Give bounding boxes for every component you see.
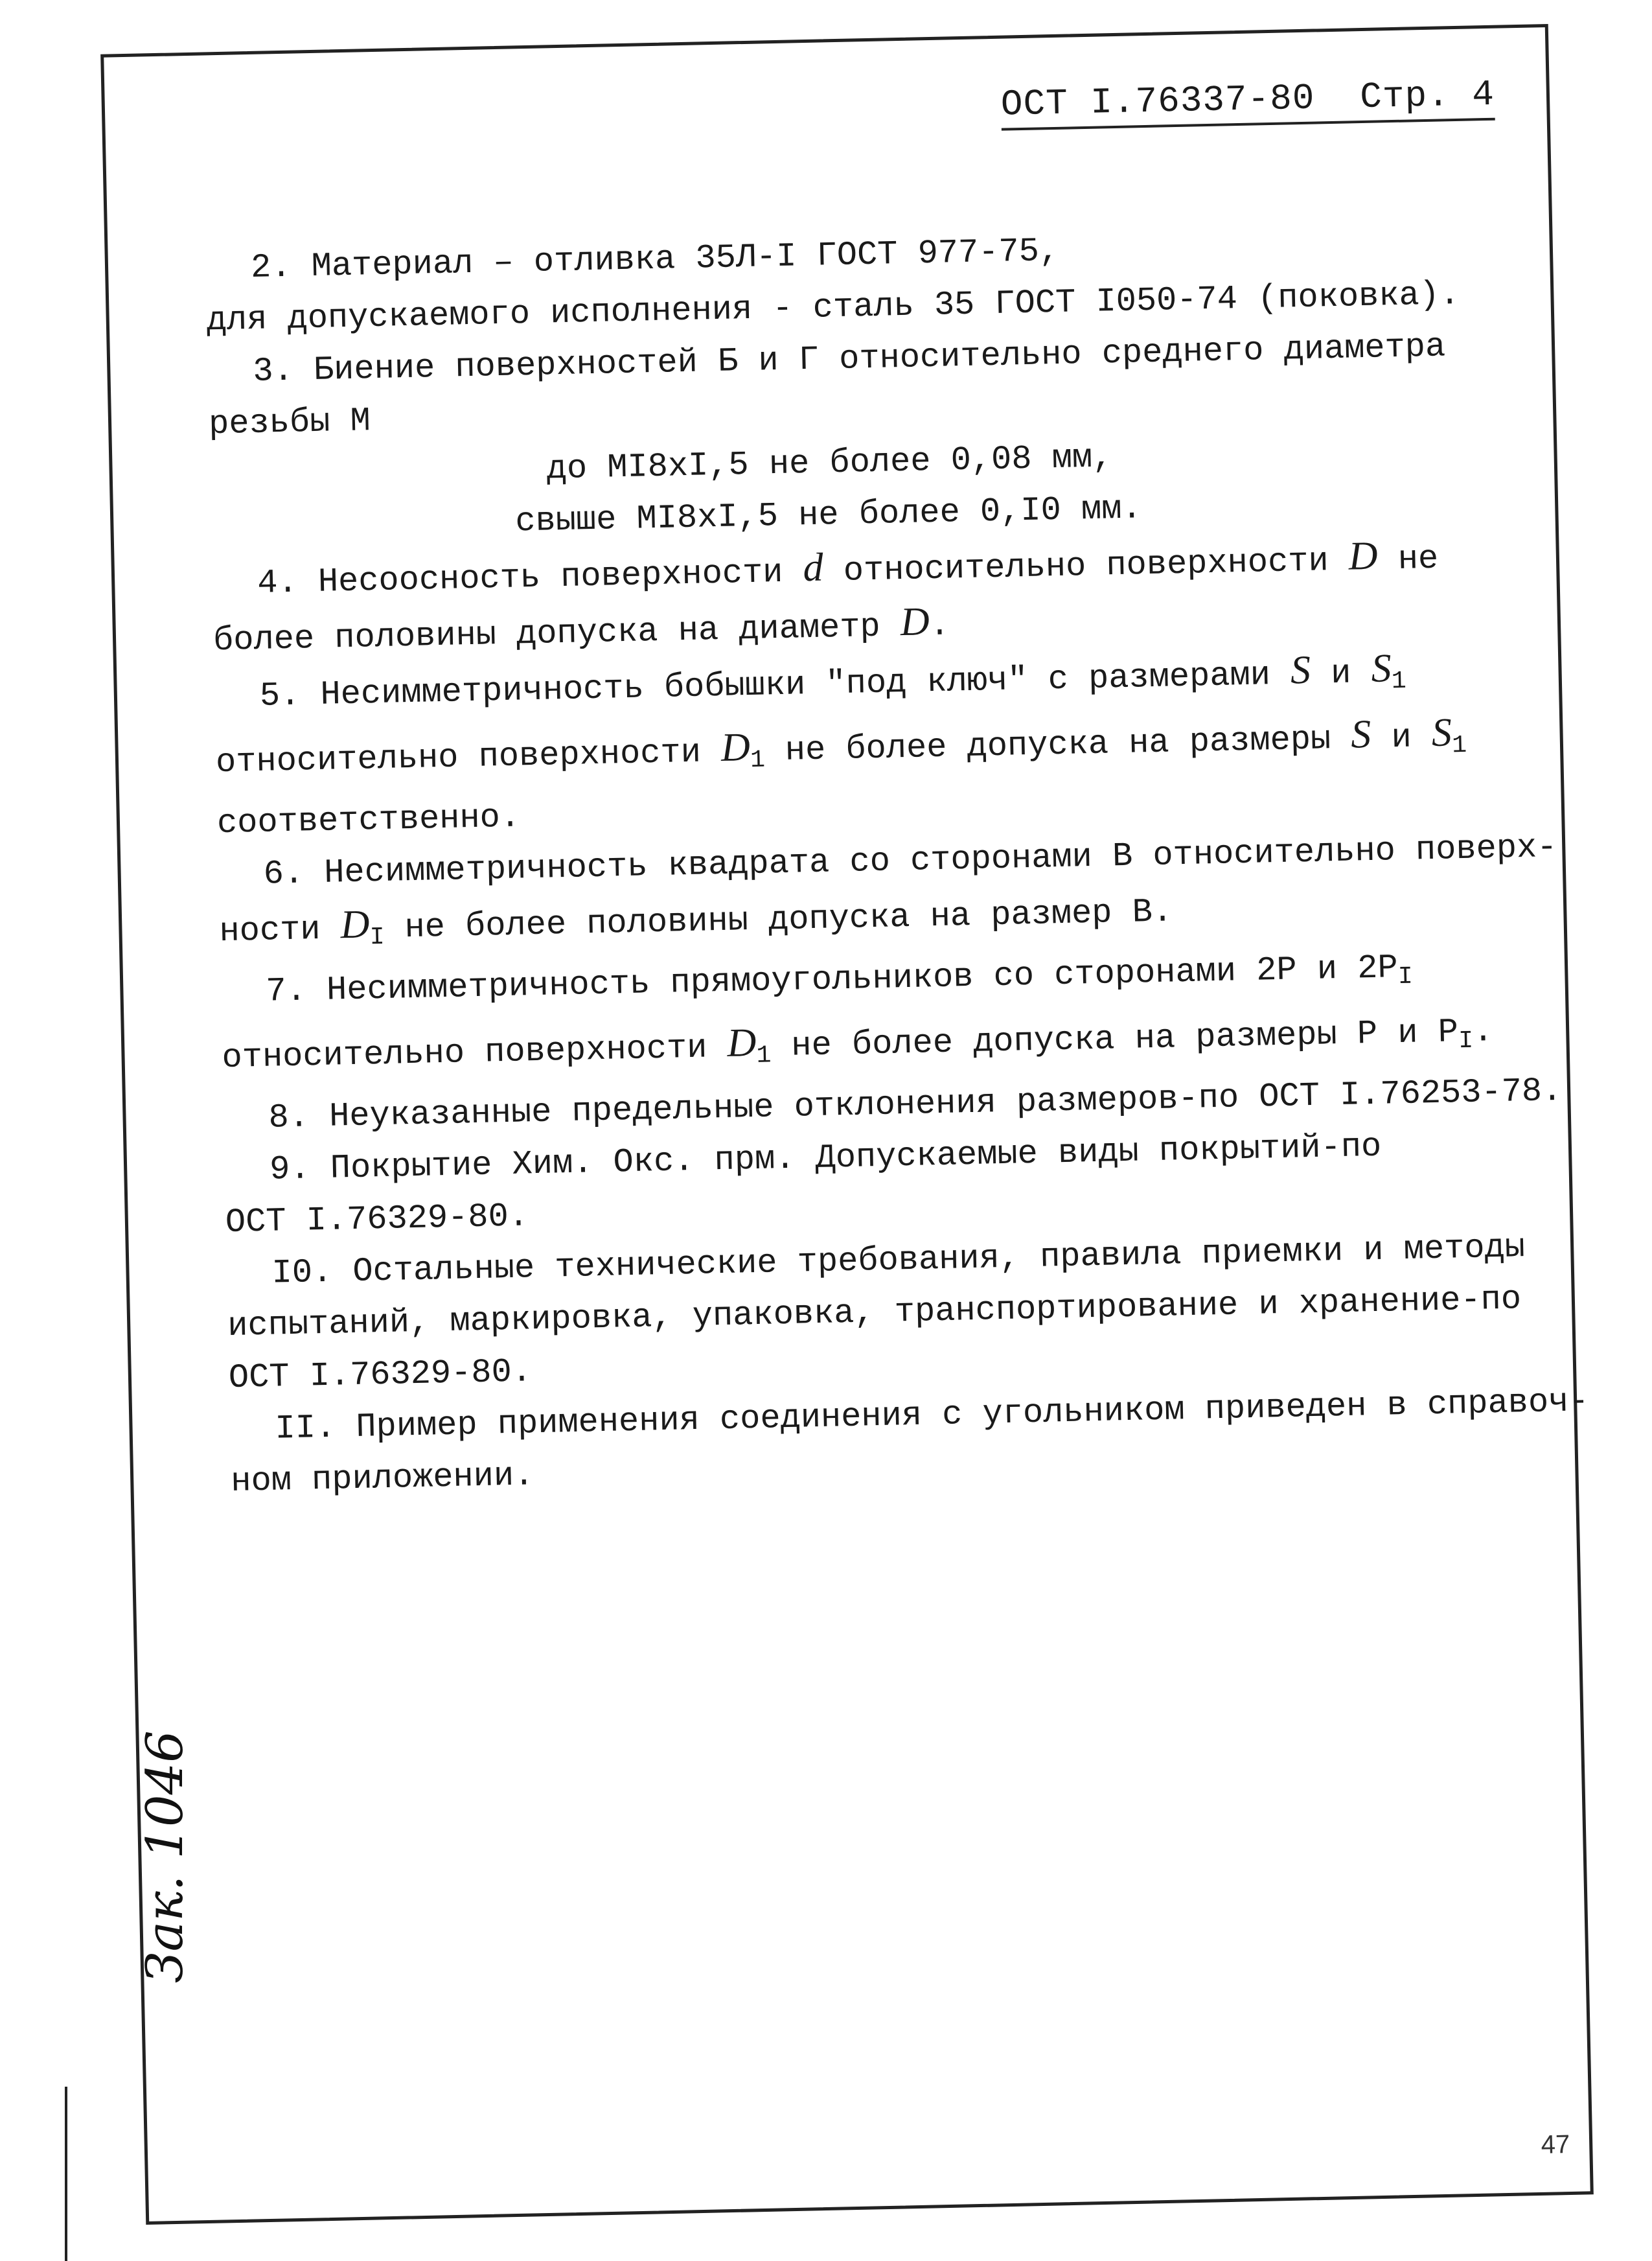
para-11-line-1: II. Пример применения соединения с угольником приведен в справоч- <box>275 1382 1590 1448</box>
subscript: I <box>1397 962 1414 991</box>
requirements-text <box>205 216 1590 1508</box>
page-number: 47 <box>1541 2129 1570 2159</box>
subscript: 1 <box>1451 731 1467 760</box>
text-span: . <box>1473 1012 1494 1051</box>
subscript: 1 <box>1391 667 1407 696</box>
para-9-line-2: ОСТ I.76329-80. <box>225 1197 529 1242</box>
symbol-S1: S <box>1431 710 1452 755</box>
text-span: и <box>1310 653 1372 693</box>
symbol-d: d <box>802 545 824 590</box>
text-span: 7. Несимметричность прямоугольников со сторонами 2Р и 2Р <box>265 949 1399 1011</box>
subscript: 1 <box>756 1041 772 1070</box>
para-2-line-2: для допускаемого исполнения - сталь 35 ГОСТ I050-74 (поковка). <box>206 275 1460 340</box>
symbol-S1: S <box>1370 646 1392 691</box>
para-3-line-4: свыше MI8xI,5 не более 0,I0 мм. <box>514 489 1143 541</box>
text-span: не <box>1377 539 1439 579</box>
text-span: не более половины допуска на размер В. <box>384 892 1173 947</box>
para-2-line-1: 2. Материал – отливка 35Л-I ГОСТ 977-75, <box>250 231 1060 287</box>
binding-margin-line <box>65 2087 67 2261</box>
text-span: относительно поверхности <box>222 1028 728 1078</box>
para-3-line-1: 3. Биение поверхностей Б и Г относительно среднего диаметра <box>252 327 1446 391</box>
page-label: Стр. 4 <box>1359 73 1495 119</box>
para-11-line-2: ном приложении. <box>230 1456 534 1502</box>
document-header <box>1000 74 1495 131</box>
subscript: 1 <box>750 746 766 775</box>
text-span: более половины допуска на диаметр <box>212 607 901 660</box>
handwritten-order-note: Зак. 1046 <box>136 1730 194 1983</box>
text-span: относительно поверхности <box>215 732 722 782</box>
text-span: не более допуска на размеры <box>764 719 1352 771</box>
text-span: 4. Несоосность поверхности <box>257 553 804 603</box>
symbol-D: D <box>900 599 930 645</box>
text-span: 5. Несимметричность бобышки "под ключ" с размерами <box>259 655 1291 715</box>
symbol-DI: D <box>339 902 371 947</box>
doc-code: ОСТ I.76337-80 <box>1000 77 1316 126</box>
para-5-line-3: соответственно. <box>216 798 521 843</box>
text-span: и <box>1370 717 1432 758</box>
para-3-line-2: резьбы М <box>208 402 371 444</box>
symbol-D1: D <box>726 1020 757 1065</box>
symbol-D: D <box>1348 533 1379 579</box>
para-3-line-3: до MI8xI,5 не более 0,08 мм, <box>546 438 1113 489</box>
para-9-line-1: 9. Покрытие Хим. Окс. прм. Допускаемые виды покрытий-по <box>269 1127 1382 1189</box>
para-10-line-2: испытаний, маркировка, упаковка, транспортирование и хранение-по <box>227 1280 1522 1346</box>
para-6-line-1: 6. Несимметричность квадрата со сторонами В относительно поверх- <box>263 828 1558 894</box>
symbol-S: S <box>1290 647 1311 693</box>
subscript: I <box>1458 1026 1474 1056</box>
subscript: I <box>369 923 385 952</box>
text-span: ности <box>218 910 341 951</box>
para-10-line-3: ОСТ I.76329-80. <box>228 1352 533 1398</box>
text-span: относительно поверхности <box>823 541 1349 591</box>
para-8: 8. Неуказанные предельные отклонения размеров-по ОСТ I.76253-78. <box>268 1071 1563 1137</box>
para-10-line-1: I0. Остальные технические требования, правила приемки и методы <box>271 1228 1526 1293</box>
text-span: не более допуска на размеры Р и Р <box>770 1013 1459 1066</box>
page-frame <box>100 24 1594 2225</box>
symbol-D1: D <box>720 725 751 770</box>
text-span: . <box>929 606 950 645</box>
symbol-S: S <box>1350 712 1371 757</box>
